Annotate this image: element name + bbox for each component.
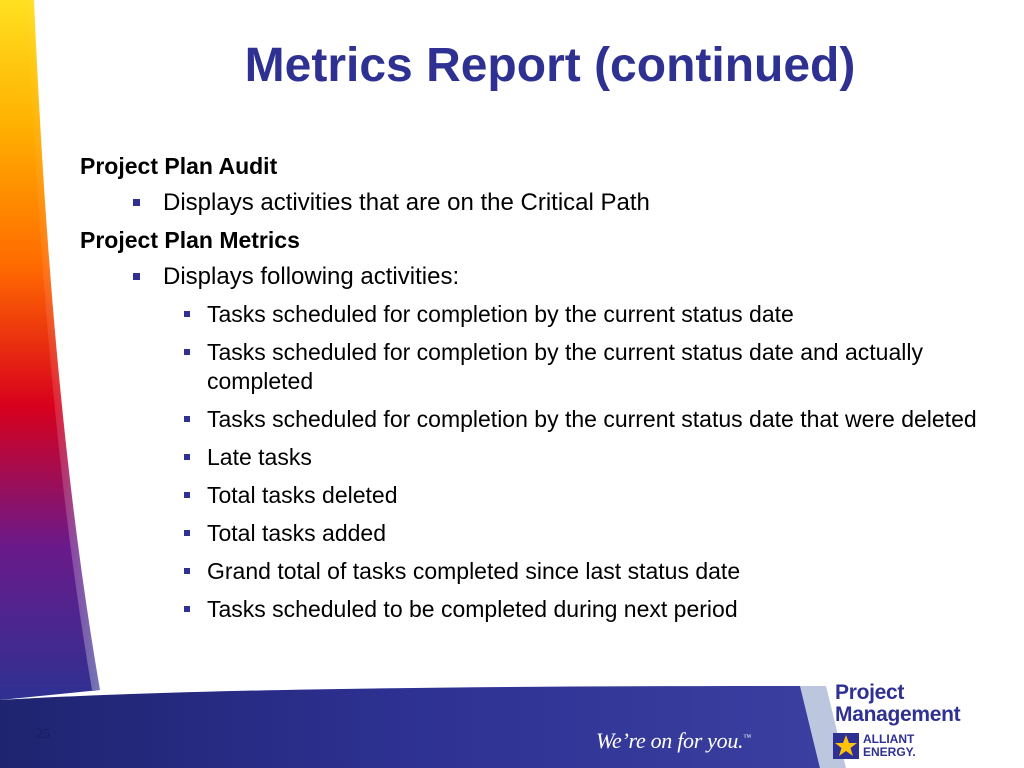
sub-bullet-item [80, 519, 997, 548]
logo-line-2: Management [835, 703, 961, 726]
sub-bullet-item [80, 338, 997, 396]
square-bullet-icon [133, 273, 140, 280]
sub-bullet-text: Total tasks added [207, 520, 387, 546]
brand-line-1: ALLIANT [863, 732, 915, 746]
square-bullet-icon [133, 199, 140, 206]
square-bullet-icon [184, 568, 190, 574]
alliant-energy-logo [833, 733, 993, 763]
sub-bullet-text: Tasks scheduled for completion by the current status date [207, 301, 794, 327]
sub-bullet-list [80, 300, 1010, 624]
sub-bullet-text: Tasks scheduled to be completed during next period [207, 596, 738, 622]
brand-line-2: ENERGY. [863, 745, 916, 759]
slide-number: 25 [36, 727, 50, 742]
sub-bullet-text: Grand total of tasks completed since last status date [207, 558, 741, 584]
section-heading-project-plan-audit: Project Plan Audit [80, 153, 278, 179]
sub-bullet-item [80, 557, 997, 586]
alliant-energy-star-icon [833, 733, 859, 759]
square-bullet-icon [184, 349, 190, 355]
sub-bullet-item [80, 300, 997, 329]
sub-bullet-item [80, 595, 997, 624]
logo-line-1: Project [835, 681, 905, 704]
sub-bullet-item [80, 481, 997, 510]
square-bullet-icon [184, 530, 190, 536]
sub-bullet-item [80, 405, 997, 434]
sub-bullet-item [80, 443, 997, 472]
project-management-logo [835, 682, 960, 726]
square-bullet-icon [184, 311, 190, 317]
slide-content [80, 152, 1010, 633]
slide-title: Metrics Report (continued) [244, 39, 856, 92]
sub-bullet-text: Tasks scheduled for completion by the current status date that were deleted [207, 406, 977, 432]
alliant-energy-wordmark [863, 733, 916, 759]
tagline-text: We’re on for you. [596, 728, 744, 753]
square-bullet-icon [184, 606, 190, 612]
bullet-item [80, 189, 1010, 217]
bullet-item [80, 263, 1010, 291]
sub-bullet-text: Total tasks deleted [207, 482, 398, 508]
footer-tagline [596, 728, 751, 754]
square-bullet-icon [184, 492, 190, 498]
bullet-text: Displays following activities: [163, 263, 460, 290]
section-heading-project-plan-metrics: Project Plan Metrics [80, 227, 300, 253]
sub-bullet-text: Late tasks [207, 444, 312, 470]
bullet-text: Displays activities that are on the Critical Path [163, 189, 650, 216]
square-bullet-icon [184, 454, 190, 460]
square-bullet-icon [184, 416, 190, 422]
trademark-mark: ™ [743, 732, 751, 742]
sub-bullet-text: Tasks scheduled for completion by the current status date and actually completed [207, 339, 923, 394]
